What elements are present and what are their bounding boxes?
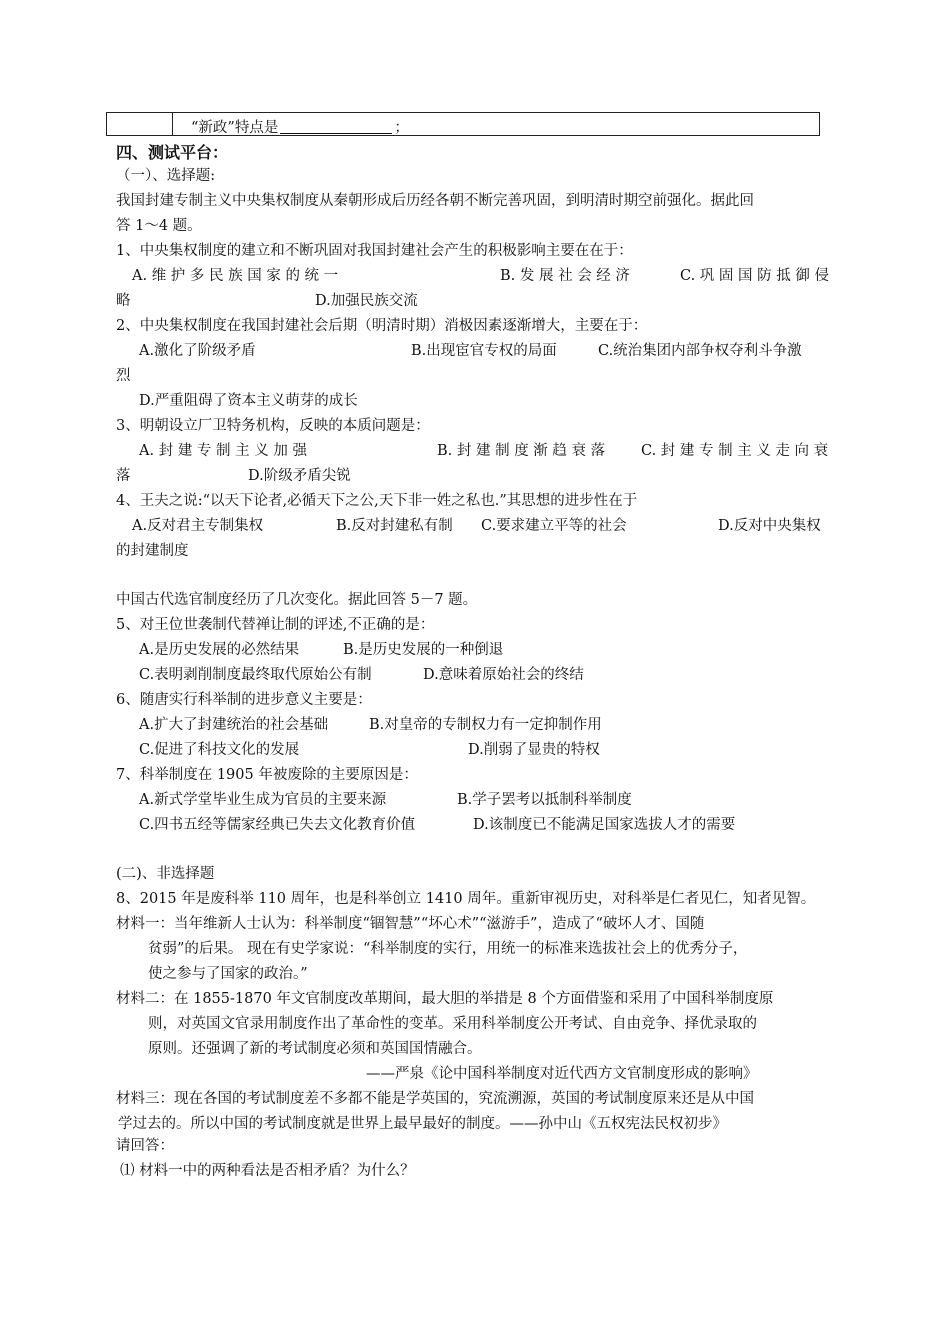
q2-option-c: C.统治集团内部争权夺利斗争激: [598, 343, 802, 359]
table-cell-new-policy: [191, 116, 409, 137]
intro-1-line-2: 答 1～4 题。: [116, 218, 202, 234]
q2-option-c-cont: 烈: [116, 368, 131, 384]
q7-option-a: A.新式学堂毕业生成为官员的主要来源: [139, 792, 387, 808]
q7-option-b: B.学子罢考以抵制科举制度: [457, 792, 632, 808]
q5-option-c: C.表明剥削制度最终取代原始公有制: [139, 667, 372, 683]
q7-option-c: C.四书五经等儒家经典已失去文化教育价值: [139, 817, 416, 833]
q6-option-d: D.削弱了显贵的特权: [468, 742, 600, 758]
q4-option-a: A.反对君主专制集权: [132, 518, 264, 534]
q1-option-b: B. 发 展 社 会 经 济: [500, 268, 630, 284]
intro-2: 中国古代选官制度经历了几次变化。据此回答 5－7 题。: [116, 592, 478, 608]
q5-option-b: B.是历史发展的一种倒退: [343, 642, 504, 658]
new-policy-suffix: ；: [394, 120, 409, 136]
material-2-line-2: 则，对英国文官录用制度作出了革命性的变革。采用科举制度公开考试、自由竞争、择优录取的: [148, 1016, 757, 1032]
q3-option-b: B. 封 建 制 度 渐 趋 衰 落: [437, 443, 606, 459]
material-3-line-2: 学过去的。所以中国的考试制度就是世界上最早最好的制度。——孙中山《五权宪法民权初步》: [118, 1116, 727, 1132]
intro-1-line-1: 我国封建专制主义中央集权制度从秦朝形成后历经各朝不断完善巩固，到明清时期空前强化。据此回: [116, 193, 754, 209]
q2-option-b: B.出现宦官专权的局面: [411, 343, 557, 359]
q1-option-a: A. 维 护 多 民 族 国 家 的 统 一: [132, 268, 339, 284]
q4-option-d-cont: 的封建制度: [116, 543, 189, 559]
q6-option-c: C.促进了科技文化的发展: [139, 742, 300, 758]
material-2-line-3: 原则。还强调了新的考试制度必须和英国国情融合。: [148, 1041, 482, 1057]
new-policy-label: “新政”特点是: [191, 120, 279, 136]
q2-stem: 2、中央集权制度在我国封建社会后期（明清时期）消极因素逐渐增大，主要在于：: [116, 318, 648, 334]
sub-question-1: ⑴ 材料一中的两种看法是否相矛盾？为什么？: [120, 1163, 415, 1179]
q6-option-a: A.扩大了封建统治的社会基础: [139, 717, 329, 733]
q3-option-a: A. 封 建 专 制 主 义 加 强: [139, 443, 307, 459]
material-2-source: ——严泉《论中国科举制度对近代西方文官制度形成的影响》: [366, 1066, 758, 1082]
material-1-line-1: 材料一：当年维新人士认为：科举制度“锢智慧”“坏心术”“滋游手”，造成了“破坏人才、国随: [116, 916, 705, 932]
fill-blank-line: [280, 119, 392, 134]
material-1-line-3: 使之参与了国家的政治。”: [148, 966, 308, 982]
q3-option-c-cont: 落: [116, 468, 131, 484]
q6-stem: 6、随唐实行科举制的进步意义主要是：: [116, 692, 372, 708]
q5-option-d: D.意味着原始社会的终结: [423, 667, 584, 683]
material-1-line-2: 贫弱”的后果。 现在有史学家说：“科举制度的实行，用统一的标准来选拔社会上的优秀分子，: [148, 941, 748, 957]
q8-stem: 8、2015 年是废科举 110 周年，也是科举创立 1410 周年。重新审视历史，对科举是仁者见仁，知者见智。: [116, 891, 816, 907]
subsection-nonchoice: (二)、非选择题: [116, 866, 215, 882]
q2-option-d: D.严重阻碍了资本主义萌芽的成长: [139, 393, 358, 409]
q1-option-d: D.加强民族交流: [315, 293, 418, 309]
q4-stem: 4、王夫之说:“以天下论者,必循天下之公,天下非一姓之私也.”其思想的进步性在于: [116, 493, 638, 509]
q1-option-c-cont: 略: [116, 293, 131, 309]
q1-option-c: C. 巩 固 国 防 抵 御 侵: [680, 268, 829, 284]
material-2-line-1: 材料二：在 1855-1870 年文官制度改革期间，最大胆的举措是 8 个方面借鉴和采用了中国科举制度原: [116, 991, 774, 1007]
q1-stem: 1、中央集权制度的建立和不断巩固对我国封建社会产生的积极影响主要在在于：: [116, 243, 633, 259]
q6-option-b: B.对皇帝的专制权力有一定抑制作用: [369, 717, 602, 733]
table-row-new-policy: [106, 112, 820, 136]
q3-option-d: D.阶级矛盾尖锐: [248, 468, 351, 484]
table-cell-empty: [107, 113, 173, 135]
material-3-line-1: 材料三：现在各国的考试制度差不多都不能是学英国的，究流溯源，英国的考试制度原来还是从中国: [116, 1091, 754, 1107]
q3-stem: 3、明朝设立厂卫特务机构，反映的本质问题是：: [116, 418, 430, 434]
q5-option-a: A.是历史发展的必然结果: [139, 642, 300, 658]
please-answer: 请回答：: [116, 1138, 174, 1154]
q4-option-d: D.反对中央集权: [718, 518, 821, 534]
q7-stem: 7、科举制度在 1905 年被废除的主要原因是：: [116, 767, 418, 783]
q7-option-d: D.该制度已不能满足国家选拔人才的需要: [473, 817, 736, 833]
q4-option-c: C.要求建立平等的社会: [481, 518, 627, 534]
q2-option-a: A.激化了阶级矛盾: [139, 343, 256, 359]
subsection-choice: （一）、选择题:: [116, 168, 216, 184]
q5-stem: 5、对王位世袭制代替禅让制的评述,不正确的是：: [116, 617, 435, 633]
q4-option-b: B.反对封建私有制: [336, 518, 453, 534]
q3-option-c: C. 封 建 专 制 主 义 走 向 衰: [641, 443, 829, 459]
section-title: 四、测试平台：: [116, 143, 229, 162]
